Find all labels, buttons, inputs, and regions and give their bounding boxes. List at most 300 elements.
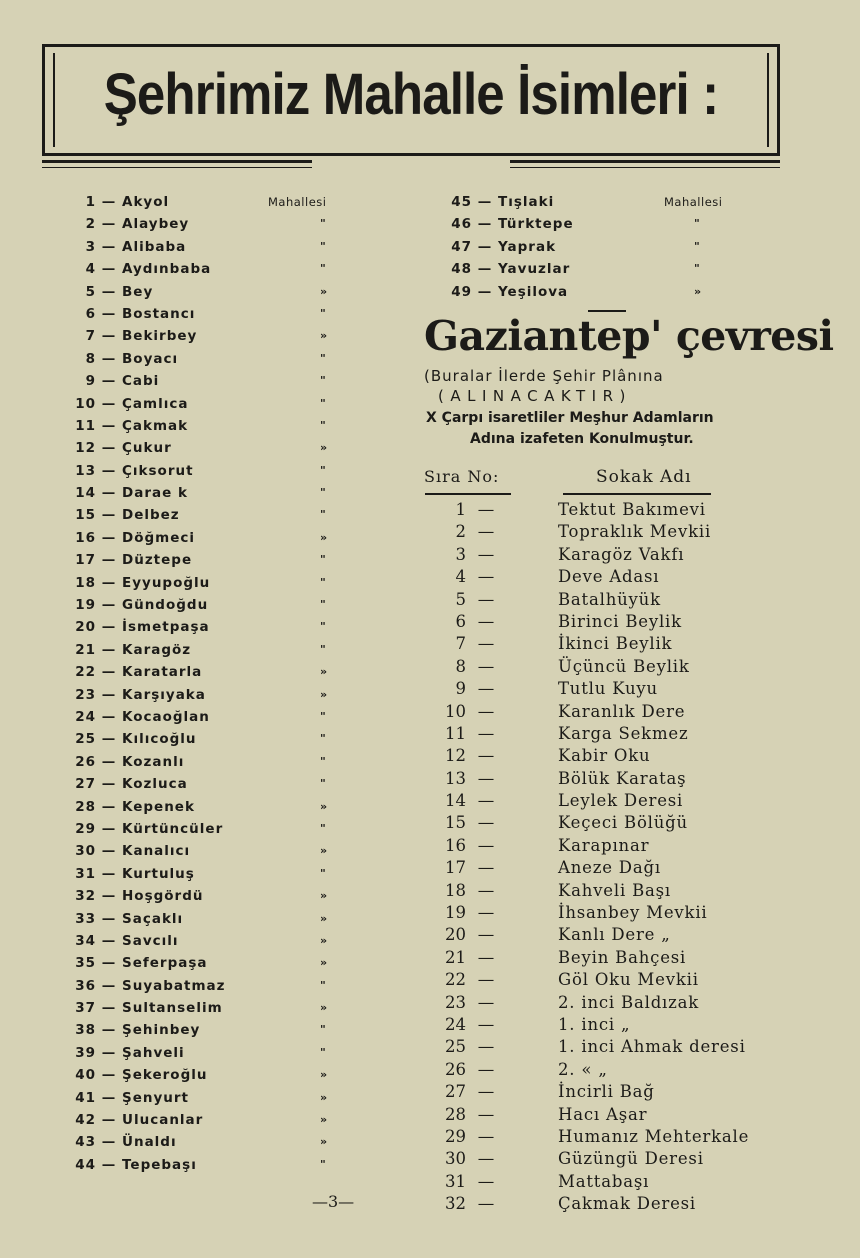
item-number: 29 [75,820,96,837]
list-item [62,549,382,571]
item-name: Kürtüncüler [122,820,224,837]
list-item [62,415,382,437]
street-row [436,880,796,902]
item-dash: — [101,1022,117,1039]
item-dash: — [101,216,117,233]
item-number: 41 [75,1089,96,1106]
street-name: Karapınar [558,835,650,855]
item-dash: — [101,507,117,524]
street-name: Mattabaşı [558,1171,650,1191]
item-dash: — [101,977,117,994]
list-item [62,191,382,213]
street-row [436,1148,796,1170]
item-number: 39 [75,1044,96,1061]
street-name: Üçüncü Beylik [558,656,690,676]
item-dash: — [101,798,117,815]
list-item [62,885,382,907]
item-dash: — [101,776,117,793]
item-name: Cabi [122,373,160,390]
item-name: Yaprak [498,238,557,255]
street-dash: — [477,1059,495,1079]
ditto-mark: " [320,732,327,746]
item-name: Hoşgördü [122,888,204,905]
street-row [436,611,796,633]
street-name: İkinci Beylik [558,634,673,654]
ditto-mark: " [320,217,327,231]
street-number: 26 [445,1059,466,1079]
column-header-street: Sokak Adı [596,467,692,487]
item-number: 44 [75,1156,96,1173]
street-dash: — [477,791,495,811]
item-number: 9 [85,373,96,390]
item-name: Bostancı [122,305,196,322]
street-number: 28 [445,1104,466,1124]
street-name: Keçeci Bölüğü [558,813,688,833]
list-item [62,863,382,885]
item-number: 28 [75,798,96,815]
street-number: 8 [455,656,466,676]
street-row [436,589,796,611]
item-number: 24 [75,708,96,725]
item-name: Ulucanlar [122,1112,204,1129]
street-number: 11 [445,723,466,743]
ditto-mark: " [320,1157,327,1171]
item-dash: — [477,238,493,255]
item-number: 48 [451,261,472,278]
list-item [62,594,382,616]
list-item [62,1019,382,1041]
item-dash: — [477,194,493,210]
street-name: İhsanbey Mevkii [558,903,708,923]
item-dash: — [101,753,117,770]
item-name: Alibaba [122,238,187,255]
section-note-3: X Çarpı isaretliler Meşhur Adamların [426,410,714,426]
item-dash: — [101,843,117,860]
list-item [62,527,382,549]
street-number: 17 [445,858,466,878]
item-name: Karşıyaka [122,686,206,703]
item-number: 11 [75,417,96,434]
item-number: 22 [75,664,96,681]
list-item [62,661,382,683]
item-dash: — [101,462,117,479]
street-dash: — [477,880,495,900]
item-dash: — [101,888,117,905]
list-item [62,952,382,974]
ditto-mark: " [320,351,327,365]
item-dash: — [101,597,117,614]
item-name: Boyacı [122,350,179,367]
street-number: 21 [445,947,466,967]
street-row [436,947,796,969]
item-number: 2 [85,216,96,233]
street-row [436,1014,796,1036]
list-item [62,236,382,258]
ditto-mark: " [320,418,327,432]
section-heading: Gaziantep' çevresi [424,312,834,360]
section-note-4: Adına izafeten Konulmuştur. [470,431,694,447]
street-row [436,790,796,812]
list-item [62,751,382,773]
ditto-mark: " [694,217,701,231]
street-number: 2 [455,522,466,542]
item-dash: — [101,395,117,412]
ditto-mark: " [320,374,327,388]
street-dash: — [477,746,495,766]
ditto-mark: " [694,262,701,276]
list-item [62,460,382,482]
item-number: 16 [75,529,96,546]
ditto-mark: » [320,1135,329,1149]
ditto-mark: » [320,441,329,455]
item-number: 14 [75,485,96,502]
street-number: 5 [455,589,466,609]
item-number: 21 [75,641,96,658]
item-dash: — [101,955,117,972]
street-number: 6 [455,611,466,631]
street-dash: — [477,835,495,855]
street-number: 10 [445,701,466,721]
ditto-mark: " [320,821,327,835]
street-row [436,678,796,700]
item-number: 10 [75,395,96,412]
street-dash: — [477,723,495,743]
ditto-mark: » [320,665,329,679]
item-name: Karatarla [122,664,203,681]
list-item [62,393,382,415]
street-number: 3 [455,544,466,564]
ditto-mark: " [320,396,327,410]
street-dash: — [477,634,495,654]
list-item [62,370,382,392]
list-item [62,840,382,862]
item-name: Kocaoğlan [122,708,210,725]
street-number: 1 [455,500,466,519]
item-name: Kozanlı [122,753,185,770]
street-row [436,969,796,991]
item-name: Darae k [122,485,188,502]
street-dash: — [477,1037,495,1057]
item-number: 36 [75,977,96,994]
street-dash: — [477,656,495,676]
item-name: Tepebaşı [122,1156,197,1173]
list-item [438,191,758,213]
street-number: 12 [445,746,466,766]
street-name: Tektut Bakımevi [558,500,706,519]
street-list [436,499,796,1216]
street-name: Leylek Deresi [558,791,684,811]
street-name: Kahveli Başı [558,880,671,900]
street-name: 1. inci Ahmak deresi [558,1037,746,1057]
street-name: Birinci Beylik [558,611,682,631]
item-dash: — [477,261,493,278]
page-title: Şehrimiz Mahalle İsimleri : [103,62,719,127]
street-dash: — [477,947,495,967]
street-number: 18 [445,880,466,900]
item-number: 6 [85,305,96,322]
ditto-mark: » [320,799,329,813]
street-number: 20 [445,925,466,945]
item-number: 13 [75,462,96,479]
item-dash: — [101,1089,117,1106]
street-row [436,544,796,566]
street-name: Aneze Dağı [558,858,661,878]
street-name: Humanız Mehterkale [558,1126,750,1146]
item-number: 30 [75,843,96,860]
item-name: Gündoğdu [122,597,209,614]
section-note-2: (ALINACAKTIR) [438,387,632,405]
title-box [42,44,780,156]
street-name: Beyin Bahçesi [558,947,687,967]
title-rule-left [42,160,312,163]
item-dash: — [101,305,117,322]
street-dash: — [477,567,495,587]
street-dash: — [477,925,495,945]
item-name: Şenyurt [122,1089,190,1106]
street-name: Karanlık Dere [558,701,686,721]
item-number: 37 [75,1000,96,1017]
ditto-mark: " [320,262,327,276]
item-dash: — [101,731,117,748]
street-number: 25 [445,1037,466,1057]
item-name: Karagöz [122,641,192,658]
street-number: 29 [445,1126,466,1146]
ditto-mark: " [320,306,327,320]
street-dash: — [477,813,495,833]
title-rule-right [510,160,780,163]
item-name: Aydınbaba [122,261,212,278]
item-name: Kozluca [122,776,188,793]
item-number: 3 [85,238,96,255]
item-number: 27 [75,776,96,793]
street-name: Deve Adası [558,567,660,587]
column-header-number: Sıra No: [424,467,500,486]
item-dash: — [101,328,117,345]
ditto-mark: " [320,463,327,477]
item-number: 25 [75,731,96,748]
item-name: Sultanselim [122,1000,223,1017]
street-dash: — [477,611,495,631]
item-dash: — [101,664,117,681]
street-number: 24 [445,1014,466,1034]
list-item [62,908,382,930]
street-row [436,1059,796,1081]
item-number: 15 [75,507,96,524]
item-number: 8 [85,350,96,367]
item-name: İsmetpaşa [122,619,210,636]
item-dash: — [101,686,117,703]
list-item [62,728,382,750]
street-number: 16 [445,835,466,855]
street-name: Güzüngü Deresi [558,1149,704,1169]
ditto-mark: " [320,553,327,567]
street-row [436,521,796,543]
item-name: Saçaklı [122,910,184,927]
ditto-mark: » [320,956,329,970]
street-row [436,1126,796,1148]
item-name: Yavuzlar [498,261,571,278]
item-number: 46 [451,216,472,233]
street-name: 2. « „ [558,1059,608,1079]
street-name: İncirli Bağ [558,1082,655,1102]
street-row [436,1171,796,1193]
item-number: 5 [85,283,96,300]
street-number: 19 [445,903,466,923]
street-number: 31 [445,1171,466,1191]
item-name: Ünaldı [122,1134,177,1151]
list-item [62,930,382,952]
ditto-mark: » [320,911,329,925]
street-row [436,1036,796,1058]
item-dash: — [101,261,117,278]
column-underline [425,493,511,495]
item-name: Eyyupoğlu [122,574,211,591]
item-name: Çukur [122,440,172,457]
list-item [62,1131,382,1153]
list-item [62,325,382,347]
item-dash: — [477,283,493,300]
street-row [436,1104,796,1126]
list-item [62,1154,382,1176]
item-name: Suyabatmaz [122,977,226,994]
item-number: 17 [75,552,96,569]
street-dash: — [477,544,495,564]
item-dash: — [101,708,117,725]
ditto-mark: » [320,844,329,858]
street-number: 32 [445,1194,466,1214]
ditto-mark: " [320,620,327,634]
item-number: 42 [75,1112,96,1129]
ditto-mark: " [320,486,327,500]
item-dash: — [101,1134,117,1151]
street-row [436,633,796,655]
column-underline [563,493,711,495]
list-item [62,437,382,459]
item-number: 35 [75,955,96,972]
item-name: Şekeroğlu [122,1067,208,1084]
ditto-mark: » [320,329,329,343]
street-number: 13 [445,768,466,788]
item-dash: — [101,552,117,569]
item-dash: — [101,1044,117,1061]
item-number: 23 [75,686,96,703]
item-name: Döğmeci [122,529,195,546]
street-dash: — [477,1104,495,1124]
item-name: Şehinbey [122,1022,201,1039]
list-item [62,572,382,594]
list-item [438,236,758,258]
street-row [436,1193,796,1215]
ditto-mark: » [320,889,329,903]
list-item [62,684,382,706]
street-row [436,924,796,946]
item-name: Yeşilova [498,283,569,300]
street-name: Kanlı Dere „ [558,925,671,945]
street-dash: — [477,768,495,788]
item-name: Kepenek [122,798,195,815]
street-row [436,701,796,723]
street-dash: — [477,701,495,721]
ditto-mark: " [320,598,327,612]
list-item [62,818,382,840]
list-item [62,997,382,1019]
title-rule-right-thin [510,167,780,168]
street-number: 23 [445,992,466,1012]
list-item [62,213,382,235]
title-rule-left-thin [42,167,312,168]
ditto-mark: " [694,239,701,253]
item-dash: — [101,238,117,255]
item-name: Savcılı [122,932,179,949]
street-row [436,499,796,521]
street-name: 2. inci Baldızak [558,992,700,1012]
street-dash: — [477,522,495,542]
list-item [62,1109,382,1131]
item-name: Şahveli [122,1044,185,1061]
street-number: 9 [455,679,466,699]
street-row [436,723,796,745]
street-number: 22 [445,970,466,990]
item-number: 12 [75,440,96,457]
list-item [438,281,758,303]
street-dash: — [477,992,495,1012]
item-name: Kılıcoğlu [122,731,197,748]
street-row [436,1081,796,1103]
street-dash: — [477,679,495,699]
item-name: Kurtuluş [122,865,195,882]
item-number: 20 [75,619,96,636]
item-number: 32 [75,888,96,905]
item-name: Çamlıca [122,395,189,412]
list-item [62,348,382,370]
ditto-mark: » [320,1068,329,1082]
item-number: 31 [75,865,96,882]
list-item [62,773,382,795]
item-number: 33 [75,910,96,927]
street-dash: — [477,970,495,990]
ditto-mark: » [320,284,329,298]
item-name: Akyol [122,194,170,210]
section-note-1: (Buralar İlerde Şehir Plânına [424,367,664,385]
street-row [436,768,796,790]
street-name: Tutlu Kuyu [558,679,658,699]
ditto-mark: " [320,642,327,656]
ditto-mark: » [320,933,329,947]
street-number: 30 [445,1149,466,1169]
item-number: 49 [451,283,472,300]
item-name: Çakmak [122,417,189,434]
item-number: 47 [451,238,472,255]
item-dash: — [101,194,117,210]
ditto-mark: » [320,530,329,544]
item-number: 26 [75,753,96,770]
street-name: Karagöz Vakfı [558,544,685,564]
item-name: Seferpaşa [122,955,208,972]
street-number: 15 [445,813,466,833]
ditto-mark: » [320,1090,329,1104]
street-name: Bölük Karataş [558,768,687,788]
ditto-mark: " [320,508,327,522]
list-header: Mahallesi [664,195,723,209]
street-row [436,835,796,857]
street-name: Kabir Oku [558,746,651,766]
street-dash: — [477,589,495,609]
item-dash: — [101,485,117,502]
street-row [436,656,796,678]
item-dash: — [101,1156,117,1173]
street-name: Hacı Aşar [558,1104,648,1124]
item-dash: — [101,910,117,927]
